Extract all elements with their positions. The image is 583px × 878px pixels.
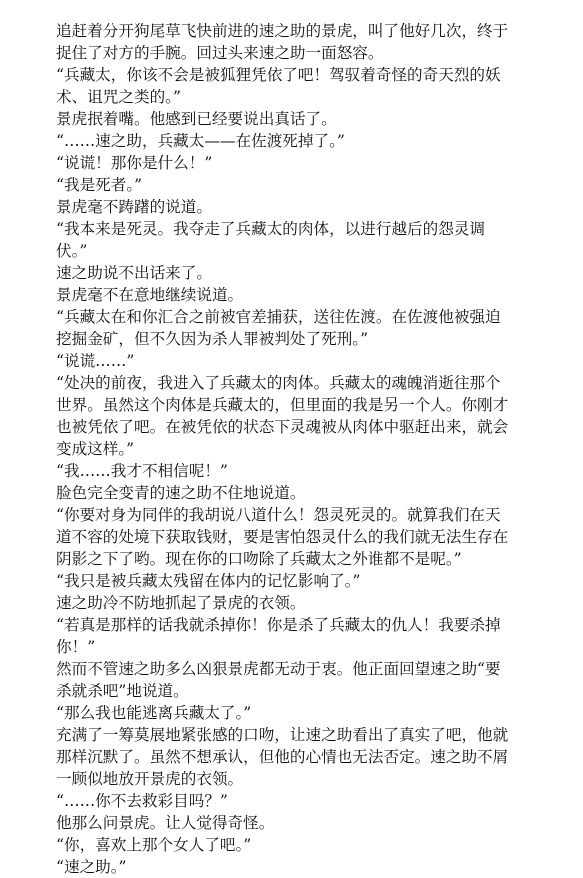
document-body <box>56 20 526 878</box>
text-line: “兵藏太在和你汇合之前被官差捕获，送往佐渡。在佐渡他被强迫 <box>56 308 501 326</box>
text-line: 也被凭依了吧。在被凭依的状态下灵魂被从肉体中驱赶出来，就会 <box>56 418 509 436</box>
text-line: 捉住了对方的手腕。回过头来速之助一面怒容。 <box>56 44 384 62</box>
text-line: 杀就杀吧”地说道。 <box>56 682 189 700</box>
text-line: “速之助。” <box>56 858 127 876</box>
text-line: “兵藏太，你该不会是被狐狸凭依了吧！驾驭着奇怪的奇天烈的妖 <box>56 66 501 84</box>
text-line: “说谎……” <box>56 352 135 370</box>
text-line: 伏。” <box>56 242 88 260</box>
text-line: 那样沉默了。虽然不想承认，但他的心情也无法否定。速之助不屑 <box>56 748 509 766</box>
text-line: 道不容的处境下获取钱财，要是害怕怨灵什么的我们就无法生存在 <box>56 528 509 546</box>
text-line: 然而不管速之助多么凶狠景虎都无动于衷。他正面回望速之助“要 <box>56 660 501 678</box>
text-line: “你，喜欢上那个女人了吧。” <box>56 836 252 854</box>
text-line: “那么我也能逃离兵藏太了。” <box>56 704 252 722</box>
text-line: “我……我才不相信呢！” <box>56 462 228 480</box>
text-line: 变成这样。” <box>56 440 135 458</box>
text-line: “……速之助，兵藏太——在佐渡死掉了。” <box>56 132 345 150</box>
text-line: 术、诅咒之类的。” <box>56 88 181 106</box>
text-line: “我是死者。” <box>56 176 143 194</box>
text-line: 世界。虽然这个肉体是兵藏太的，但里面的我是另一个人。你刚才 <box>56 396 509 414</box>
text-line: 景虎抿着嘴。他感到已经要说出真话了。 <box>56 110 337 128</box>
text-line: “我只是被兵藏太残留在体内的记忆影响了。” <box>56 572 361 590</box>
text-line: “你要对身为同伴的我胡说八道什么！怨灵死灵的。就算我们在天 <box>56 506 501 524</box>
text-line: 速之助冷不防地抓起了景虎的衣领。 <box>56 594 306 612</box>
text-line: 阴影之下了哟。现在你的口吻除了兵藏太之外谁都不是呢。” <box>56 550 462 568</box>
text-line: 景虎毫不踌躇的说道。 <box>56 198 212 216</box>
text-line: 速之助说不出话来了。 <box>56 264 212 282</box>
text-line: “我本来是死灵。我夺走了兵藏太的肉体，以进行越后的怨灵调 <box>56 220 486 238</box>
text-line: 充满了一筹莫展地紧张感的口吻，让速之助看出了真实了吧，他就 <box>56 726 509 744</box>
text-line: 景虎毫不在意地继续说道。 <box>56 286 244 304</box>
text-line: 他那么问景虎。让人觉得奇怪。 <box>56 814 275 832</box>
text-line: “若真是那样的话我就杀掉你！你是杀了兵藏太的仇人！我要杀掉 <box>56 616 501 634</box>
text-line: “……你不去救彩目吗？” <box>56 792 228 810</box>
text-line: 挖掘金矿，但不久因为杀人罪被判处了死刑。” <box>56 330 369 348</box>
text-line: “处决的前夜，我进入了兵藏太的肉体。兵藏太的魂魄消逝往那个 <box>56 374 501 392</box>
text-line: 一顾似地放开景虎的衣领。 <box>56 770 244 788</box>
text-line: 你！” <box>56 638 96 656</box>
text-line: “说谎！那你是什么！” <box>56 154 213 172</box>
text-line: 脸色完全变青的速之助不住地说道。 <box>56 484 306 502</box>
text-line: 追赶着分开狗尾草飞快前进的速之助的景虎，叫了他好几次，终于 <box>56 22 509 40</box>
